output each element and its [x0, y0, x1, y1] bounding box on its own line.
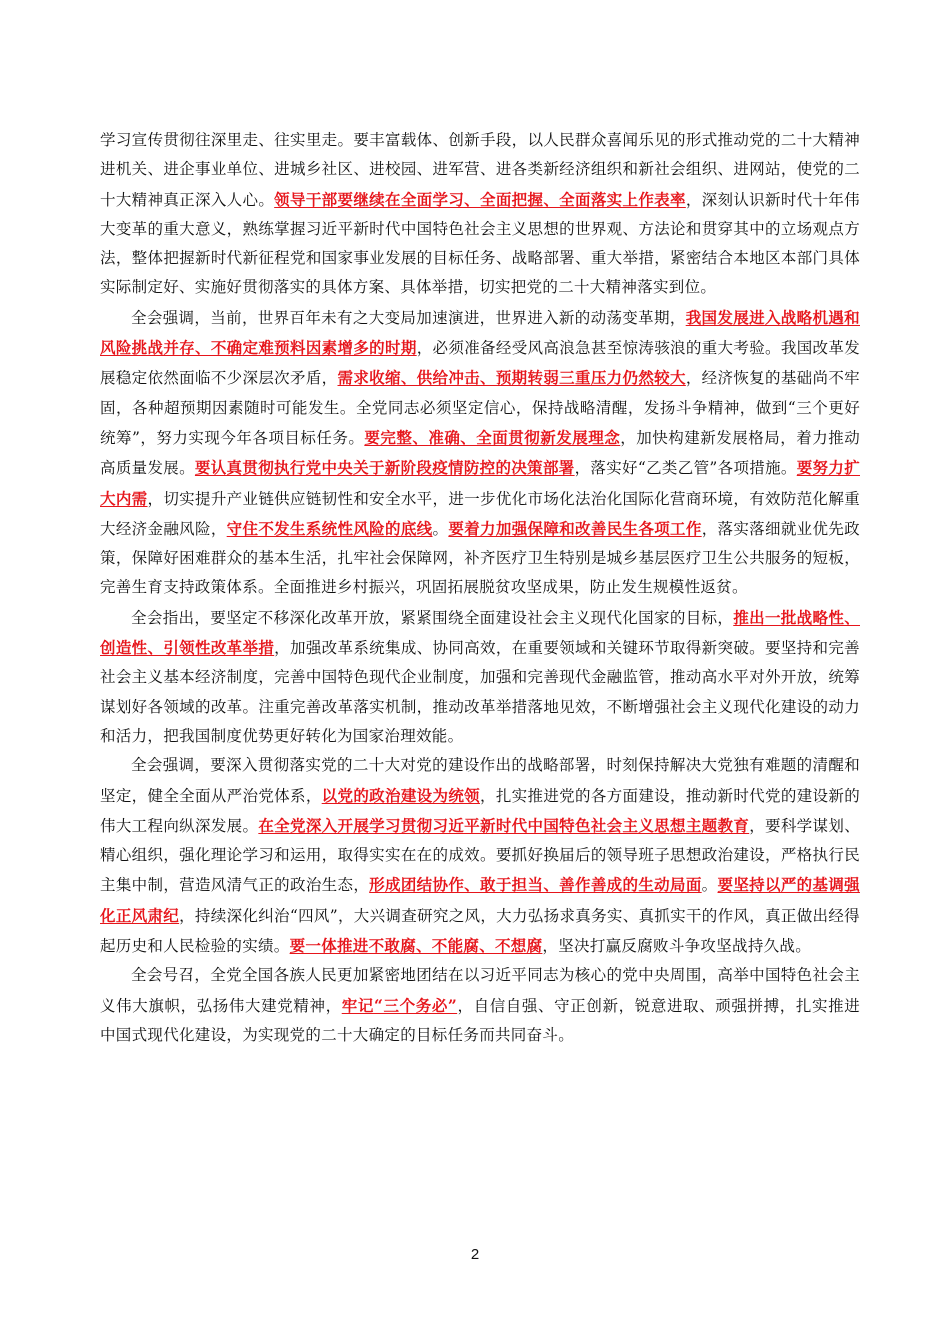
highlighted-phrase: 要着力加强保障和改善民生各项工作 — [448, 518, 702, 538]
page-number: 2 — [470, 1246, 480, 1263]
text-segment: ，必须准备经受风高浪急甚至惊涛骇浪的重大考验。我国改革发展稳定依然面临不少深层次矛盾， — [100, 339, 860, 388]
highlighted-phrase: 需求收缩、供给冲击、预期转弱三重压力仍然较大 — [337, 368, 686, 388]
text-segment: ，切实提升产业链供应链韧性和安全水平，进一步优化市场化法治化国际化营商环境，有效防范化解重大经济金融风险， — [100, 489, 860, 538]
text-segment: 全会强调，要深入贯彻落实党的二十大对党的建设作出的战略部署，时刻保持解决大党独有难题的清醒和坚定，健全全面从严治党体系， — [100, 756, 860, 805]
text-segment: 。 — [432, 519, 449, 538]
text-segment: ，坚决打赢反腐败斗争攻坚战持久战。 — [542, 937, 812, 956]
highlighted-phrase: 以严的基调强化正风肃纪 — [100, 875, 860, 925]
text-segment: 。 — [701, 876, 718, 895]
paragraph — [100, 303, 860, 603]
highlighted-phrase: 守住不发生系统性风险的底线 — [226, 518, 433, 538]
highlighted-phrase: 领导干部要继续在全面学习、全面把握、全面落实上作表率 — [274, 189, 686, 209]
text-segment: 全会号召，全党全国各族人民更加紧密地团结在以习近平同志为核心的党中央周围，高举中国特色社会主义伟大旗帜，弘扬伟大建党精神， — [100, 966, 860, 1015]
text-segment: ，加快构建新发展格局，着力推动高质量发展。 — [100, 428, 860, 478]
text-segment: ，加强改革系统集成、协同高效，在重要领域和关键环节取得新突破。要坚持和完善社会主义基本经济制度，完善中国特色现代企业制度，加强和完善现代金融监管，推动高水平对外开放，统筹谋划好各领域的改革。注重完善改革落实机制，推动改革举措落地见效，不断增强社会主义现代化建设的动力和活力，把我国制度优势更好转化为国家治理效能。 — [100, 639, 860, 745]
paragraph — [100, 751, 860, 961]
document-body — [100, 126, 860, 1050]
text-segment: ，落实好“乙类乙管”各项措施。 — [574, 459, 797, 478]
highlighted-phrase: 我国发展进入战略机遇和风险挑战并存、不确定难预料因素增多的时期 — [100, 307, 860, 358]
text-segment: 全会强调，当前，世界百年未有之大变局加速演进，世界进入新的动荡变革期， — [131, 308, 686, 327]
highlighted-phrase: 推出一批战略性、创造性、引领性改革举措 — [100, 607, 860, 658]
highlighted-phrase: 要努力扩大内需 — [100, 458, 860, 508]
highlighted-phrase: 要一体推进不敢腐、不能腐、不想腐 — [289, 936, 543, 956]
highlighted-phrase: 要坚持 — [717, 875, 766, 895]
paragraph — [100, 603, 860, 751]
highlighted-phrase: 形成团结协作、敢于担当、善作善成的生动局面 — [369, 875, 702, 895]
text-segment: ，落实落细就业优先政策，保障好困难群众的基本生活，扎牢社会保障网，补齐医疗卫生特别是城乡基层医疗卫生公共服务的短板，完善生育支持政策体系。全面推进乡村振兴，巩固拓展脱贫攻坚成果，防止发生规模性返贫。 — [100, 519, 860, 597]
text-segment: ，自信自强、守正创新，锐意进取、顽强拼搏，扎实推进中国式现代化建设，为实现党的二十大确定的目标任务而共同奋斗。 — [100, 996, 860, 1044]
highlighted-phrase: 以党的政治建设为统领 — [321, 785, 481, 805]
highlighted-phrase: 牢记“三个务必” — [341, 995, 458, 1015]
paragraph — [100, 126, 860, 303]
text-segment: ，经济恢复的基础尚不牢固，各种超预期因素随时可能发生。全党同志必须坚定信心，保持战略清醒，发扬斗争精神，做到“三个更好统筹”，努力实现今年各项目标任务。 — [100, 369, 860, 447]
text-segment: 全会指出，要坚定不移深化改革开放，紧紧围绕全面建设社会主义现代化国家的目标， — [131, 608, 734, 627]
text-segment: 学习宣传贯彻往深里走、往实里走。要丰富载体、创新手段，以人民群众喜闻乐见的形式推动党的二十大精神进机关、进企事业单位、进城乡社区、进校园、进军营、进各类新经济组织和新社会组织、进网站，使党的二十大精神真正深入人心。 — [100, 131, 860, 209]
text-segment: ，要科学谋划、精心组织，强化理论学习和运用，取得实实在在的成效。要抓好换届后的领导班子思想政治建设，严格执行民主集中制，营造风清气正的政治生态， — [100, 816, 860, 895]
paragraph — [100, 961, 860, 1050]
highlighted-phrase: 在全党深入开展学习贯彻习近平新时代中国特色社会主义思想主题教育 — [258, 815, 750, 835]
highlighted-phrase: 要完整、准确、全面贯彻新发展理念 — [364, 427, 621, 447]
text-segment: ，持续深化纠治“四风”，大兴调查研究之风，大力弘扬求真务实、真抓实干的作风，真正做出经得起历史和人民检验的实绩。 — [100, 906, 860, 956]
text-segment: ，深刻认识新时代十年伟大变革的重大意义，熟练掌握习近平新时代中国特色社会主义思想的世界观、方法论和贯穿其中的立场观点方法，整体把握新时代新征程党和国家事业发展的目标任务、战略部署、重大举措，紧密结合本地区本部门具体实际制定好、实施好贯彻落实的具体方案、具体举措，切实把党的二十大精神落实到位。 — [100, 190, 860, 297]
highlighted-phrase: 要认真贯彻执行党中央关于新阶段疫情防控的决策部署 — [194, 458, 575, 478]
text-segment: ，扎实推进党的各方面建设，推动新时代党的建设新的伟大工程向纵深发展。 — [100, 786, 860, 835]
